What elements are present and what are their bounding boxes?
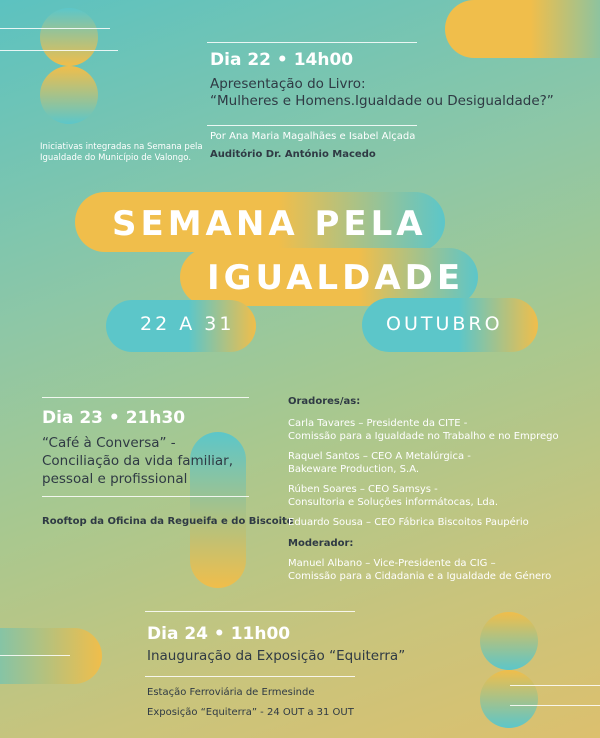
- sidenote-line-2: Igualdade do Município de Valongo.: [40, 153, 192, 163]
- line-bottom-right-1: [510, 685, 600, 686]
- speaker-2-line-1: Raquel Santos – CEO A Metalúrgica -: [288, 451, 471, 462]
- event2-date: Dia 23 • 21h30: [42, 408, 186, 428]
- line-event1-mid: [207, 125, 417, 126]
- event1-date: Dia 22 • 14h00: [210, 50, 354, 70]
- event2-title-2: Conciliação da vida familiar,: [42, 453, 233, 469]
- deco-circle-top-1: [40, 8, 98, 66]
- title-line-2: IGUALDADE: [207, 258, 465, 298]
- speakers-heading: Oradores/as:: [288, 396, 361, 407]
- line-bottom-left: [0, 655, 70, 656]
- line-bottom-right-2: [510, 705, 600, 706]
- deco-pill-bottom-left: [0, 628, 102, 684]
- deco-pill-top-right: [445, 0, 600, 58]
- line-event2-top: [42, 397, 249, 398]
- speaker-1-line-2: Comissão para a Igualdade no Trabalho e no Emprego: [288, 431, 559, 442]
- line-top-left-1: [0, 28, 110, 29]
- event1-venue: Auditório Dr. António Macedo: [210, 149, 376, 160]
- moderator-line-1: Manuel Albano – Vice-Presidente da CIG –: [288, 558, 496, 569]
- speaker-3-line-1: Rúben Soares – CEO Samsys -: [288, 484, 438, 495]
- event3-venue-2: Exposição “Equiterra” - 24 OUT a 31 OUT: [147, 707, 354, 718]
- event1-authors: Por Ana Maria Magalhães e Isabel Alçada: [210, 131, 416, 142]
- deco-circle-bottom-right-2: [480, 670, 538, 728]
- event3-venue-1: Estação Ferroviária de Ermesinde: [147, 687, 315, 698]
- event2-title-1: “Café à Conversa” -: [42, 435, 176, 451]
- line-event3-top: [145, 611, 355, 612]
- line-event2-mid: [42, 496, 249, 497]
- title-month: OUTUBRO: [386, 313, 503, 335]
- moderator-heading: Moderador:: [288, 538, 354, 549]
- line-event1-top: [207, 42, 417, 43]
- speaker-1-line-1: Carla Tavares – Presidente da CITE -: [288, 418, 468, 429]
- sidenote-line-1: Iniciativas integradas na Semana pela: [40, 142, 203, 152]
- speaker-2-line-2: Bakeware Production, S.A.: [288, 464, 420, 475]
- event3-title: Inauguração da Exposição “Equiterra”: [147, 648, 406, 664]
- line-event3-mid: [145, 676, 355, 677]
- title-line-1: SEMANA PELA: [112, 204, 427, 244]
- event3-date: Dia 24 • 11h00: [147, 624, 291, 644]
- speaker-3-line-2: Consultoria e Soluções informátocas, Lda.: [288, 497, 499, 508]
- event2-title-3: pessoal e profissional: [42, 471, 188, 487]
- moderator-line-2: Comissão para a Cidadania e a Igualdade de Género: [288, 571, 552, 582]
- deco-circle-top-2: [40, 66, 98, 124]
- event1-title-2: “Mulheres e Homens.Igualdade ou Desigualdade?”: [210, 93, 554, 109]
- title-dates: 22 A 31: [140, 313, 235, 335]
- deco-circle-bottom-right-1: [480, 612, 538, 670]
- speaker-4-line-1: Eduardo Sousa – CEO Fábrica Biscoitos Paupério: [288, 517, 529, 528]
- event1-title-1: Apresentação do Livro:: [210, 76, 366, 92]
- line-top-left-2: [0, 50, 118, 51]
- event2-venue: Rooftop da Oficina da Regueifa e do Biscoito: [42, 516, 294, 527]
